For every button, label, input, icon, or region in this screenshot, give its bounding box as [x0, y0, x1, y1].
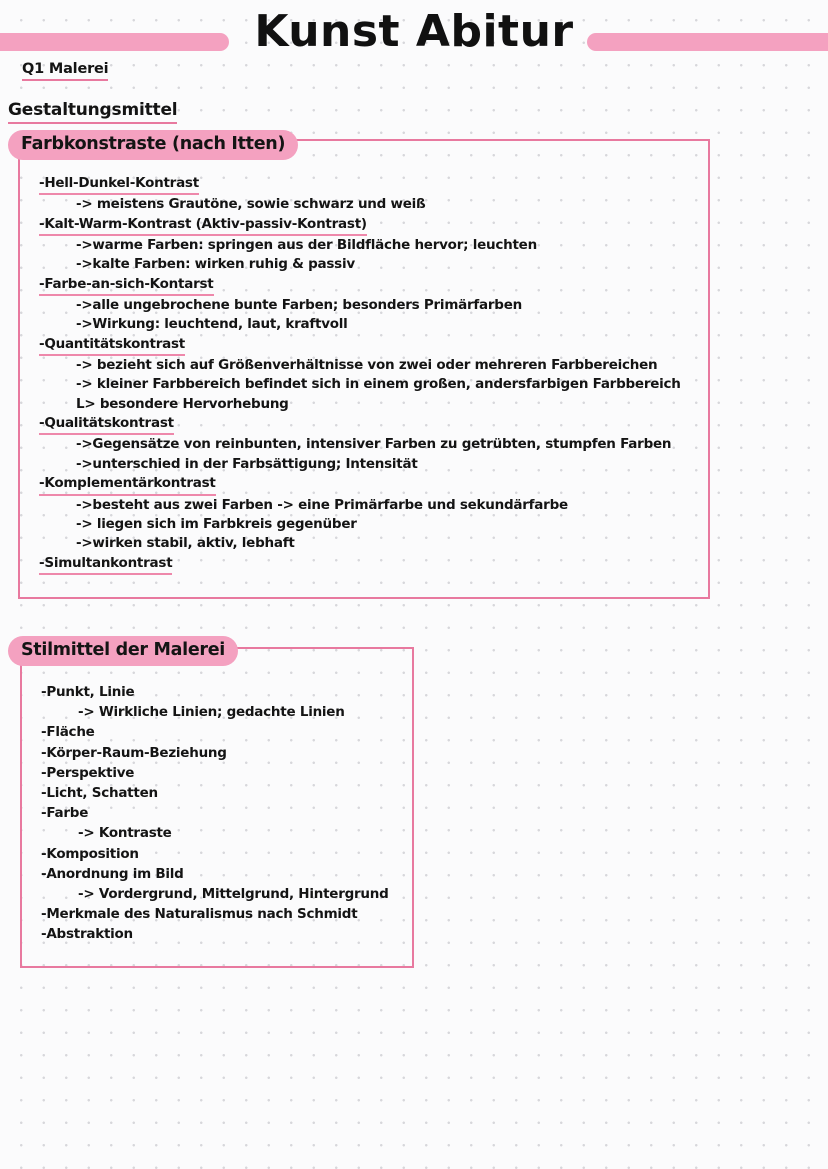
note-line-text: ->wirken stabil, aktiv, lebhaft	[76, 535, 295, 552]
note-line	[41, 783, 404, 803]
note-line	[39, 315, 700, 334]
note-line	[39, 296, 700, 315]
note-line	[39, 474, 700, 495]
note-line	[39, 395, 700, 414]
note-line	[41, 743, 404, 763]
note-line	[41, 844, 404, 864]
note-line	[41, 904, 404, 924]
note-line	[41, 763, 404, 783]
note-line-text: ->unterschied in der Farbsättigung; Intensität	[76, 455, 418, 472]
note-line	[39, 215, 700, 236]
note-line-text: -Kalt-Warm-Kontrast (Aktiv-passiv-Kontrast)	[39, 215, 367, 236]
note-line-text: -Komposition	[41, 845, 139, 862]
note-line	[39, 534, 700, 553]
note-line	[41, 722, 404, 742]
note-line-text: -> Wirkliche Linien; gedachte Linien	[78, 704, 345, 721]
note-line-text: -Fläche	[41, 724, 95, 741]
course-label: Q1 Malerei	[22, 61, 108, 81]
note-line	[39, 554, 700, 575]
note-line	[41, 702, 404, 722]
note-line-text: -Abstraktion	[41, 926, 133, 943]
note-line-text: -Quantitätskontrast	[39, 335, 185, 356]
title-decoration-bar-right	[587, 33, 828, 51]
note-line-text: ->Wirkung: leuchtend, laut, kraftvoll	[76, 316, 348, 333]
note-line-text: -Licht, Schatten	[41, 785, 158, 802]
note-line-text: ->kalte Farben: wirken ruhig & passiv	[76, 256, 355, 273]
note-line-text: -Merkmale des Naturalismus nach Schmidt	[41, 906, 358, 923]
note-line	[39, 255, 700, 274]
note-line	[41, 864, 404, 884]
note-line	[39, 455, 700, 474]
note-line	[39, 435, 700, 454]
note-line	[39, 275, 700, 296]
note-line	[41, 803, 404, 823]
note-line-text: -> bezieht sich auf Größenverhältnisse von zwei oder mehreren Farbbereichen	[76, 357, 658, 374]
note-line	[39, 414, 700, 435]
note-line	[39, 174, 700, 195]
note-line	[39, 236, 700, 255]
note-line-text: -> Kontraste	[78, 825, 172, 842]
note-line	[41, 884, 404, 904]
section-heading: Gestaltungsmittel	[8, 100, 177, 124]
stilmittel-list	[22, 649, 412, 966]
note-line-text: ->warme Farben: springen aus der Bildfläche hervor; leuchten	[76, 237, 537, 254]
farbkontraste-list	[20, 141, 708, 597]
note-line-text: -Perspektive	[41, 764, 135, 781]
note-line-text: -Komplementärkontrast	[39, 474, 216, 495]
note-line-text: -> kleiner Farbbereich befindet sich in einem großen, andersfarbigen Farbbereich	[76, 376, 681, 393]
note-line	[41, 823, 404, 843]
note-line-text: -Qualitätskontrast	[39, 414, 174, 435]
note-line	[39, 515, 700, 534]
note-line	[39, 335, 700, 356]
note-line-text: -> meistens Grautöne, sowie schwarz und weiß	[76, 196, 426, 213]
stilmittel-box-label: Stilmittel der Malerei	[8, 636, 238, 666]
note-line-text: -Farbe	[41, 805, 89, 822]
note-line	[39, 375, 700, 394]
note-line-text: ->Gegensätze von reinbunten, intensiver Farben zu getrübten, stumpfen Farben	[76, 436, 672, 453]
note-line-text: -> Vordergrund, Mittelgrund, Hintergrund	[78, 886, 389, 903]
note-line-text: ->besteht aus zwei Farben -> eine Primärfarbe und sekundärfarbe	[76, 496, 568, 513]
note-line	[39, 496, 700, 515]
note-line-text: -Anordnung im Bild	[41, 865, 184, 882]
page-title: Kunst Abitur	[254, 6, 574, 57]
note-line-text: -Körper-Raum-Beziehung	[41, 744, 227, 761]
note-line	[41, 924, 404, 944]
note-line	[41, 682, 404, 702]
note-line-text: -Simultankontrast	[39, 554, 172, 575]
note-line-text: -> liegen sich im Farbkreis gegenüber	[76, 515, 357, 532]
stilmittel-box	[20, 640, 414, 968]
note-line-text: -Hell-Dunkel-Kontrast	[39, 174, 199, 195]
note-line-text: -Punkt, Linie	[41, 684, 135, 700]
farbkontraste-box-label: Farbkonstraste (nach Itten)	[8, 130, 298, 160]
note-line-text: L> besondere Hervorhebung	[76, 395, 289, 412]
note-line	[39, 195, 700, 214]
note-line-text: ->alle ungebrochene bunte Farben; besonders Primärfarben	[76, 297, 522, 314]
note-line	[39, 356, 700, 375]
note-line-text: -Farbe-an-sich-Kontarst	[39, 275, 214, 296]
farbkontraste-box	[18, 134, 710, 599]
